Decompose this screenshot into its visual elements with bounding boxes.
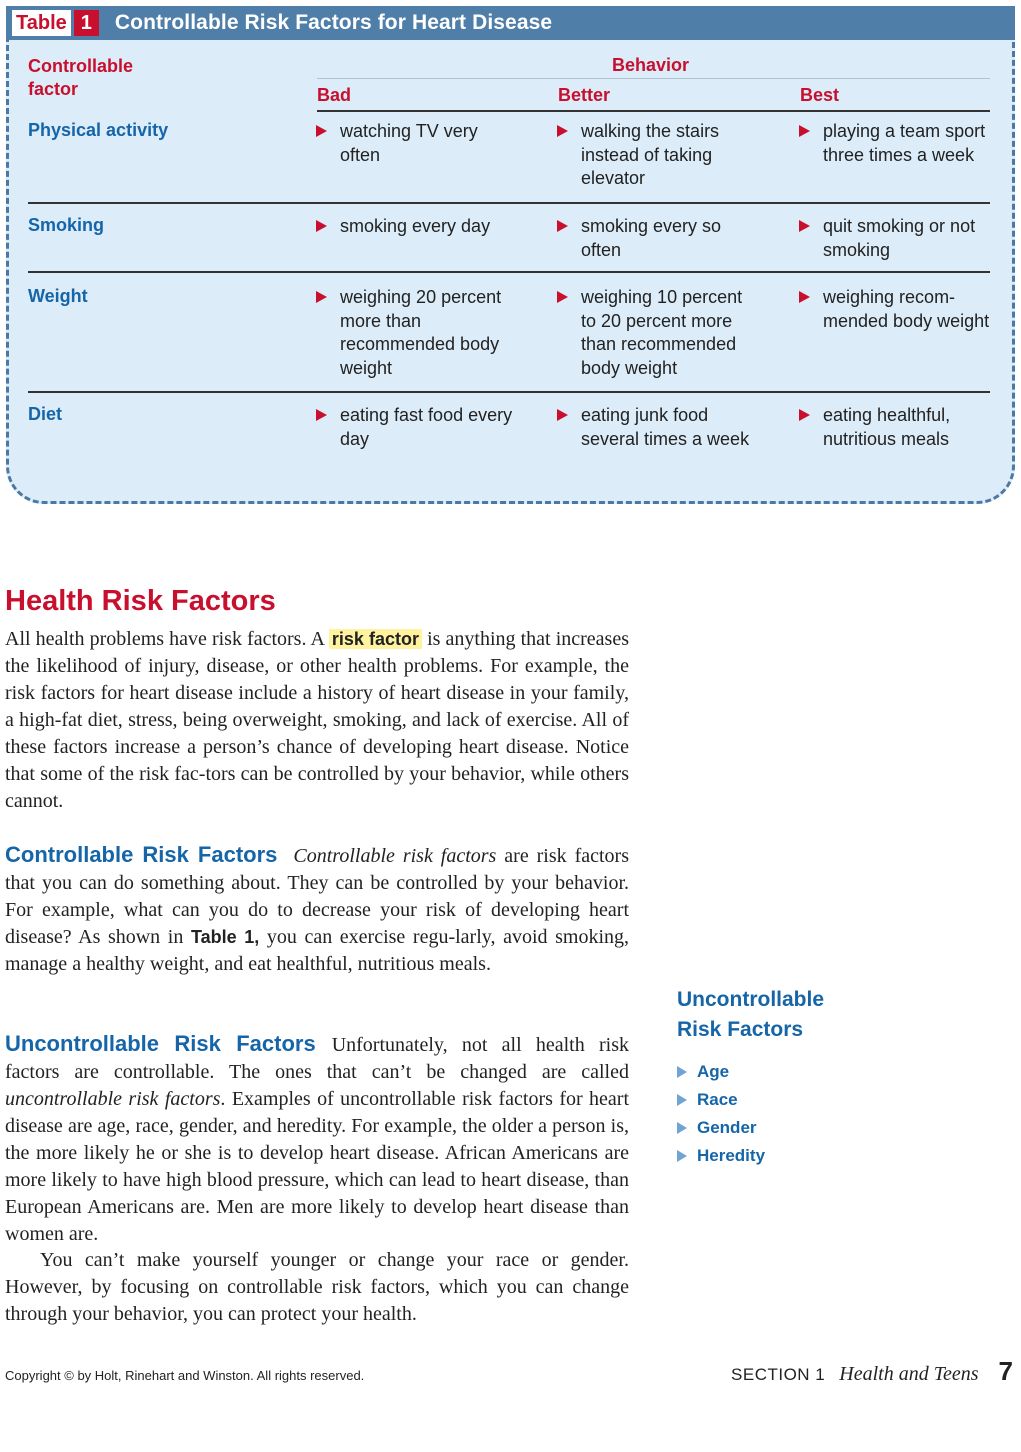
uncontrollable-text-cont: . Examples of uncontrollable risk factors for heart disease are age, race, gender, and heredity. For example, the older a person is, the more likely he or she is to develop heart disease. African Americans are more likely to have high blood pressure, which can lead to heart disease, than European Americans are. Men are more likely to develop heart disease than women are.	[5, 1088, 630, 1245]
cell-best	[799, 286, 999, 333]
row-factor: Diet	[28, 404, 63, 424]
triangle-bullet-icon	[799, 220, 810, 232]
cell-text: eating fast food every day	[340, 405, 513, 449]
column-header-best: Best	[800, 85, 840, 105]
table-tag: Table	[12, 10, 71, 36]
controllable-text-cont: you can exercise regu-larly, avoid smoking, manage a healthy weight, and eat healthful, nutritious meals.	[5, 926, 629, 975]
factor-header-line1: Controllable	[28, 56, 134, 76]
cell-best	[799, 120, 999, 167]
factor-header-line2: factor	[28, 79, 79, 99]
column-header-bad: Bad	[317, 85, 352, 105]
sidebar-list	[677, 1058, 765, 1170]
table-reference: Table 1,	[190, 927, 260, 947]
cell-best	[799, 404, 999, 451]
triangle-bullet-icon	[677, 1066, 687, 1078]
cell-better	[557, 120, 757, 191]
row-divider	[28, 391, 990, 393]
cell-better	[557, 215, 757, 262]
cell-text: smoking every so often	[581, 216, 722, 260]
cell-text: weighing 20 percent more than recommended body weight	[340, 287, 502, 378]
cell-better	[557, 404, 757, 451]
triangle-bullet-icon	[316, 125, 327, 137]
table-number: 1	[74, 10, 99, 36]
behavior-divider	[317, 78, 990, 79]
uncontrollable-heading: Uncontrollable Risk Factors	[5, 1031, 316, 1056]
controllable-heading: Controllable Risk Factors	[5, 842, 278, 867]
cell-text: smoking every day	[340, 216, 491, 236]
triangle-bullet-icon	[799, 291, 810, 303]
cell-best	[799, 215, 999, 262]
row-factor: Weight	[28, 286, 88, 306]
cell-bad	[316, 286, 516, 380]
section-label: SECTION 1	[731, 1365, 826, 1384]
triangle-bullet-icon	[799, 409, 810, 421]
cell-bad	[316, 215, 516, 239]
controllable-text: are risk factors that you can do something about. They can be controlled by your behavior. For example, what can you do to decrease your risk of developing heart disease? As shown in	[5, 845, 630, 948]
list-item	[677, 1142, 765, 1170]
row-factor: Smoking	[28, 215, 105, 235]
list-item	[677, 1114, 765, 1142]
uncontrollable-term: uncontrollable risk factors	[5, 1088, 221, 1110]
behavior-header: Behavior	[612, 55, 690, 75]
sidebar-heading-line1: Uncontrollable	[677, 988, 825, 1011]
list-item-label: Gender	[697, 1118, 757, 1137]
list-item-label: Age	[697, 1062, 730, 1081]
page-number: 7	[998, 1356, 1013, 1386]
table-title: Controllable Risk Factors for Heart Disease	[114, 11, 553, 34]
triangle-bullet-icon	[557, 125, 568, 137]
controllable-paragraph	[5, 841, 629, 978]
intro-paragraph	[5, 626, 629, 815]
section-title: Health and Teens	[839, 1363, 979, 1385]
list-item	[677, 1058, 765, 1086]
row-divider	[28, 202, 990, 204]
sidebar-heading-line2: Risk Factors	[677, 1018, 804, 1041]
sidebar-heading	[677, 985, 897, 1045]
cell-better	[557, 286, 757, 380]
triangle-bullet-icon	[557, 291, 568, 303]
copyright-notice: Copyright © by Holt, Rinehart and Winston. All rights reserved.	[5, 1368, 365, 1383]
table-header	[6, 6, 1015, 40]
controllable-term: Controllable risk factors	[293, 845, 497, 867]
triangle-bullet-icon	[316, 291, 327, 303]
triangle-bullet-icon	[677, 1122, 687, 1134]
triangle-bullet-icon	[557, 409, 568, 421]
list-item-label: Race	[697, 1090, 738, 1109]
triangle-bullet-icon	[799, 125, 810, 137]
column-header-better: Better	[558, 85, 611, 105]
factor-column-header	[28, 55, 133, 101]
intro-text-cont: is anything that increases the likelihood of injury, disease, or other health problems. For example, the risk factors for heart disease include a history of heart disease in your family, a high-fat diet, stress, being overweight, smoking, and lack of exercise. All of these factors increase a person’s chance of developing heart disease. Notice that some of the risk fac-tors can be controlled by your behavior, while others cannot.	[5, 628, 629, 812]
cell-text: playing a team sport three times a week	[823, 121, 986, 165]
triangle-bullet-icon	[677, 1094, 687, 1106]
cell-text: eating junk food several times a week	[581, 405, 750, 449]
cell-text: walking the stairs instead of taking elevator	[581, 121, 720, 188]
risk-factor-term: risk factor	[329, 629, 422, 649]
cell-text: quit smoking or not smoking	[823, 216, 976, 260]
list-item-label: Heredity	[697, 1146, 766, 1165]
row-factor: Physical activity	[28, 120, 169, 140]
cell-text: weighing 10 percent to 20 percent more than recommended body weight	[581, 287, 743, 378]
cell-text: weighing recom-mended body weight	[823, 287, 990, 331]
list-item	[677, 1086, 765, 1114]
cell-bad	[316, 120, 516, 167]
cell-text: watching TV very often	[340, 121, 478, 165]
header-divider	[317, 110, 990, 112]
article-heading: Health Risk Factors	[5, 585, 276, 617]
cell-bad	[316, 404, 516, 451]
cell-text: eating healthful, nutritious meals	[823, 405, 951, 449]
triangle-bullet-icon	[316, 220, 327, 232]
page-footer	[731, 1356, 1013, 1387]
uncontrollable-text: Unfortunately, not all health risk factors are controllable. The ones that can’t be changed are called	[5, 1034, 629, 1083]
row-divider	[28, 271, 990, 273]
intro-text: All health problems have risk factors. A	[5, 628, 329, 650]
triangle-bullet-icon	[677, 1150, 687, 1162]
closing-paragraph: You can’t make yourself younger or change your race or gender. However, by focusing on controllable risk factors, which you can change through your behavior, you can protect your health.	[5, 1249, 629, 1325]
uncontrollable-paragraph	[5, 1030, 629, 1248]
triangle-bullet-icon	[316, 409, 327, 421]
triangle-bullet-icon	[557, 220, 568, 232]
